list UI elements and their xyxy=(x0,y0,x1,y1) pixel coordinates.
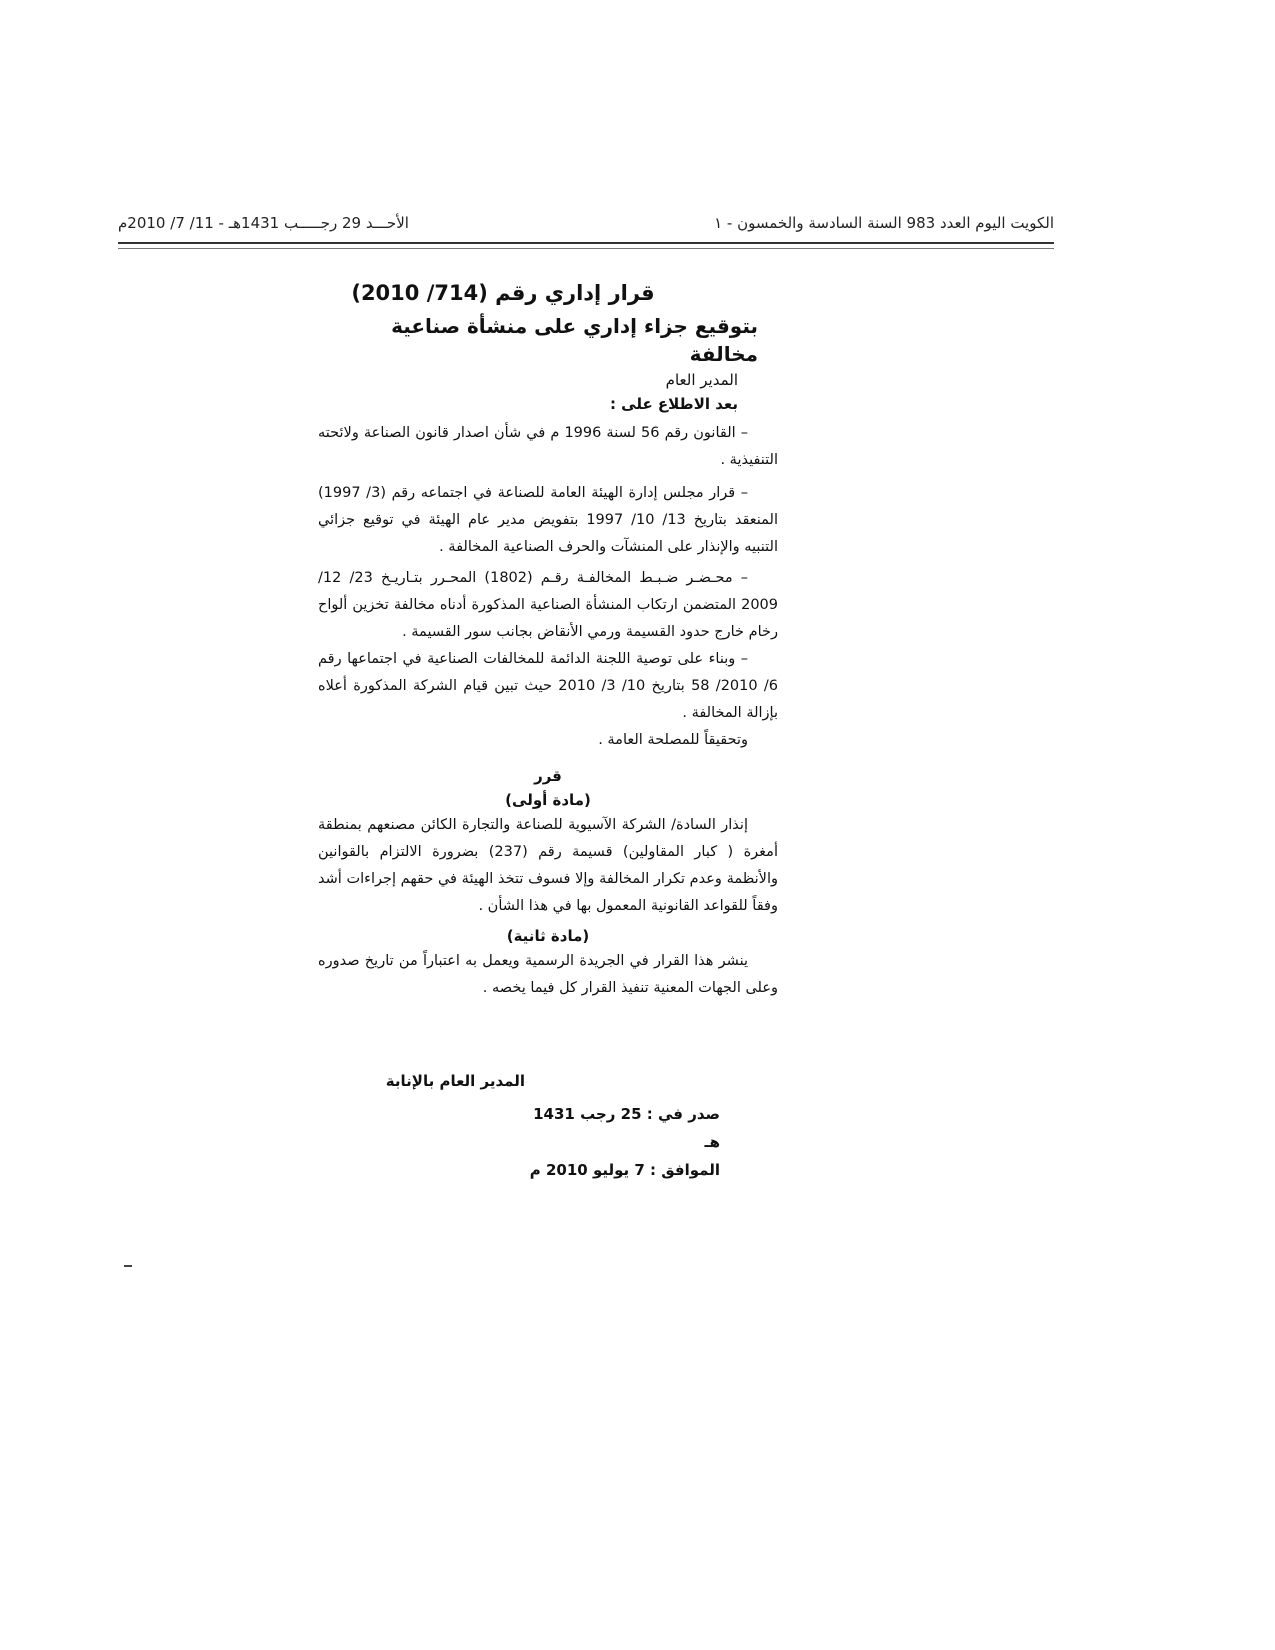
article-1-text: إنذار السادة/ الشركة الآسيوية للصناعة والتجارة الكائن مصنعهم بمنطقة أمغرة ( كبار المقاولين) قسيمة رقم (237) بضرورة الالتزام بالقوانين والأنظمة وعدم تكرار المخالفة وإلا فسوف تتخذ الهيئة في حقهم إجراءات أشد وفقاً للقواعد القانونية المعمول بها في هذا الشأن . xyxy=(318,817,778,914)
preamble-item-3: – محـضـر ضـبـط المخالفـة رقـم (1802) المحـرر بتـاريـخ 23/ 12/ 2009 المتضمن ارتكاب المنشأة الصناعية المذكورة أدناه مخالفة تخزين ألواح رخام خارج حدود القسيمة ورمي الأنقاض بجانب سور القسيمة . xyxy=(318,570,778,640)
corresponding-date: الموافق : 7 يوليو 2010 م xyxy=(529,1161,720,1179)
decision-preamble: بعد الاطلاع على : xyxy=(609,395,738,413)
decision-issuer: المدير العام xyxy=(665,371,738,389)
page-header xyxy=(118,214,1054,244)
preamble-item-1: – القانون رقم 56 لسنة 1996 م في شأن اصدار قانون الصناعة ولائحته التنفيذية . xyxy=(318,425,778,468)
article-2-text: ينشر هذا القرار في الجريدة الرسمية ويعمل به اعتباراً من تاريخ صدوره وعلى الجهات المعنية تنفيذ القرار كل فيما يخصه . xyxy=(318,953,778,996)
issued-on: صدر في : 25 رجب 1431 هـ xyxy=(533,1105,720,1151)
decision-subtitle: بتوقيع جزاء إداري على منشأة صناعية مخالفة xyxy=(391,314,758,366)
decided-heading: قرر xyxy=(534,767,562,785)
decision-title: قرار إداري رقم (714/ 2010) xyxy=(351,281,655,305)
preamble-item-2: – قرار مجلس إدارة الهيئة العامة للصناعة في اجتماعه رقم (3/ 1997) المنعقد بتاريخ 13/ 10/ 1997 بتفويض مدير عام الهيئة في توقيع جزائي التنبيه والإنذار على المنشآت والحرف الصناعية المخالفة . xyxy=(318,485,778,555)
header-date: الأحـــد 29 رجـــــب 1431هـ - 11/ 7/ 2010م xyxy=(118,214,409,232)
header-rule xyxy=(118,242,1054,244)
article-2-title: (مادة ثانية) xyxy=(506,927,590,945)
scan-mark xyxy=(124,1265,132,1267)
signature-title: المدير العام بالإنابة xyxy=(385,1072,525,1090)
decision-body xyxy=(318,278,778,1002)
header-rule-thin xyxy=(118,248,1054,249)
article-1-title: (مادة أولى) xyxy=(505,791,591,809)
issue-date-block xyxy=(520,1100,720,1184)
preamble-item-5: وتحقيقاً للمصلحة العامة . xyxy=(598,732,748,748)
header-issue-info: الكويت اليوم العدد 983 السنة السادسة والخمسون - ١ xyxy=(714,214,1054,232)
preamble-item-4: – وبناء على توصية اللجنة الدائمة للمخالفات الصناعية في اجتماعها رقم 6/ 2010/ 58 بتاريخ 10/ 3/ 2010 حيث تبين قيام الشركة المذكورة أعلاه بإزالة المخالفة . xyxy=(318,651,779,721)
